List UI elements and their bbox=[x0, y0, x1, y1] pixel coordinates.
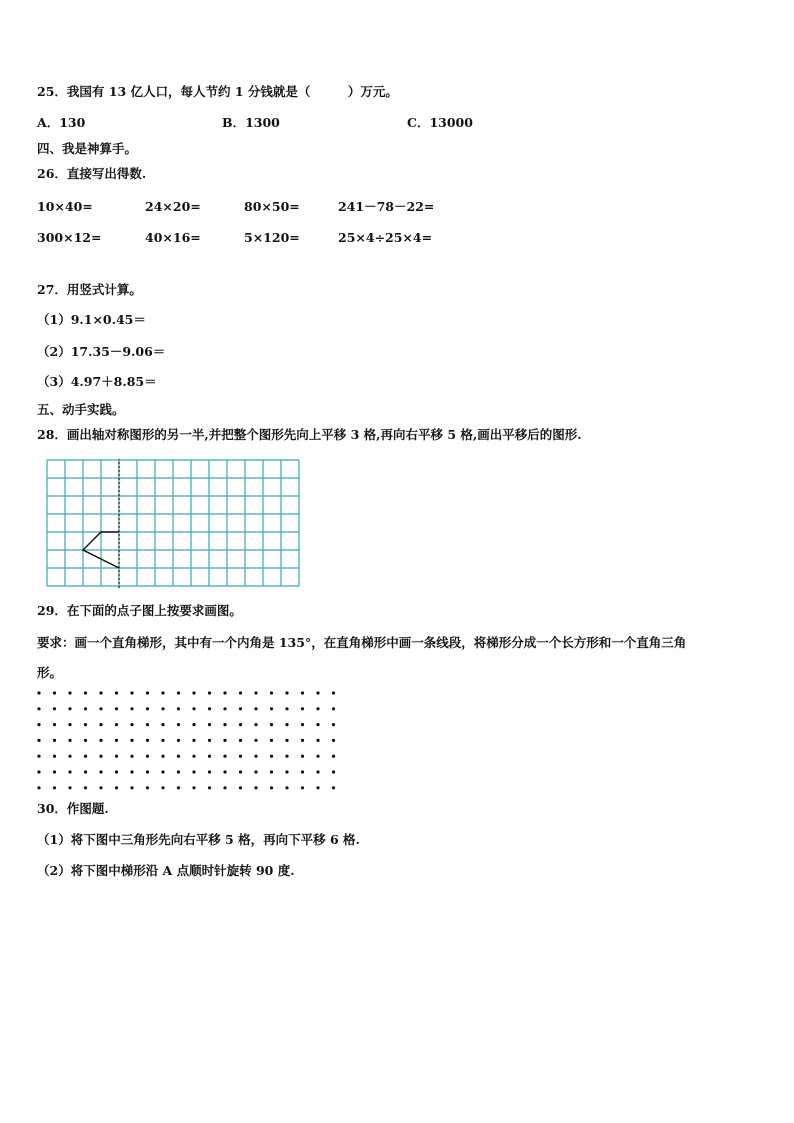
q27-stem: 27．用竖式计算。 bbox=[37, 282, 142, 297]
grid-dot bbox=[285, 770, 288, 773]
grid-dot bbox=[53, 723, 56, 726]
grid-dot bbox=[285, 691, 288, 694]
grid-dot bbox=[316, 755, 319, 758]
grid-dot bbox=[161, 691, 164, 694]
grid-dot bbox=[130, 739, 133, 742]
grid-dot bbox=[254, 770, 257, 773]
grid-dot bbox=[161, 707, 164, 710]
grid-dot bbox=[254, 723, 257, 726]
grid-dot bbox=[332, 786, 335, 789]
q27-item-1: （1）9.1×0.45＝ bbox=[37, 312, 146, 327]
grid-dot bbox=[208, 691, 211, 694]
q25-option-a: A．130 bbox=[37, 115, 86, 130]
grid-dot bbox=[146, 755, 149, 758]
grid-dot bbox=[130, 786, 133, 789]
grid-dot bbox=[161, 739, 164, 742]
grid-dot bbox=[99, 770, 102, 773]
grid-dot bbox=[192, 739, 195, 742]
grid-dot bbox=[270, 755, 273, 758]
q26-r1c4: 241－78－22= bbox=[338, 199, 435, 214]
q30-stem: 30．作图题. bbox=[37, 801, 109, 816]
grid-dot bbox=[146, 723, 149, 726]
grid-dot bbox=[37, 707, 40, 710]
grid-dot bbox=[53, 739, 56, 742]
grid-dot bbox=[192, 755, 195, 758]
grid-dot bbox=[192, 770, 195, 773]
grid-dot bbox=[301, 786, 304, 789]
grid-dot bbox=[192, 691, 195, 694]
grid-dot bbox=[177, 770, 180, 773]
grid-dot bbox=[99, 786, 102, 789]
grid-dot bbox=[208, 755, 211, 758]
grid-dot bbox=[68, 770, 71, 773]
grid-dot bbox=[161, 770, 164, 773]
grid-dot bbox=[332, 707, 335, 710]
grid-dot bbox=[130, 723, 133, 726]
section-5-title: 五、动手实践。 bbox=[37, 402, 125, 417]
grid-dot bbox=[301, 755, 304, 758]
grid-dot bbox=[332, 755, 335, 758]
grid-dot bbox=[68, 691, 71, 694]
grid-dot bbox=[223, 755, 226, 758]
grid-dot bbox=[208, 770, 211, 773]
grid-dot bbox=[130, 691, 133, 694]
grid-dot bbox=[115, 739, 118, 742]
grid-dot bbox=[254, 707, 257, 710]
grid-dot bbox=[285, 707, 288, 710]
grid-dot bbox=[239, 770, 242, 773]
grid-dot bbox=[270, 723, 273, 726]
grid-dot bbox=[99, 707, 102, 710]
grid-dot bbox=[84, 723, 87, 726]
grid-dot bbox=[270, 691, 273, 694]
q30-item-2: （2）将下图中梯形沿 A 点顺时针旋转 90 度. bbox=[37, 863, 295, 878]
grid-dot bbox=[270, 786, 273, 789]
grid-dot bbox=[84, 770, 87, 773]
grid-dot bbox=[301, 739, 304, 742]
grid-dot bbox=[223, 770, 226, 773]
grid-dot bbox=[316, 786, 319, 789]
grid-dot bbox=[254, 691, 257, 694]
q26-r2c2: 40×16= bbox=[145, 230, 201, 245]
grid-dot bbox=[177, 786, 180, 789]
grid-dot bbox=[254, 786, 257, 789]
grid-dot bbox=[332, 723, 335, 726]
q29-requirement-line-2: 形。 bbox=[37, 665, 63, 680]
grid-dot bbox=[84, 739, 87, 742]
grid-dot bbox=[332, 691, 335, 694]
grid-dot bbox=[301, 770, 304, 773]
q30-item-1: （1）将下图中三角形先向右平移 5 格，再向下平移 6 格. bbox=[37, 832, 360, 847]
grid-dot bbox=[84, 755, 87, 758]
grid-dot bbox=[161, 786, 164, 789]
q26-r2c4: 25×4÷25×4= bbox=[338, 230, 433, 245]
grid-dot bbox=[146, 739, 149, 742]
grid-dot bbox=[208, 786, 211, 789]
grid-dot bbox=[239, 739, 242, 742]
grid-dot bbox=[84, 707, 87, 710]
grid-dot bbox=[115, 691, 118, 694]
grid-dot bbox=[161, 755, 164, 758]
grid-dot bbox=[177, 707, 180, 710]
grid-dot bbox=[53, 786, 56, 789]
grid-dot bbox=[239, 755, 242, 758]
q26-stem: 26．直接写出得数. bbox=[37, 166, 147, 181]
grid-dot bbox=[115, 770, 118, 773]
q28-stem: 28．画出轴对称图形的另一半,并把整个图形先向上平移 3 格,再向右平移 5 格,画出平移后的图形. bbox=[37, 427, 582, 442]
grid-dot bbox=[68, 755, 71, 758]
grid-dot bbox=[208, 707, 211, 710]
grid-dot bbox=[254, 755, 257, 758]
grid-dot bbox=[68, 707, 71, 710]
q26-r1c3: 80×50= bbox=[244, 199, 300, 214]
q26-r1c2: 24×20= bbox=[145, 199, 201, 214]
grid-dot bbox=[301, 707, 304, 710]
q25-stem: 25．我国有 13 亿人口，每人节约 1 分钱就是（ ）万元。 bbox=[37, 84, 398, 99]
q29-dot-grid bbox=[36, 690, 356, 798]
grid-dot bbox=[115, 786, 118, 789]
grid-dot bbox=[68, 739, 71, 742]
grid-dot bbox=[84, 691, 87, 694]
q26-r1c1: 10×40= bbox=[37, 199, 93, 214]
grid-dot bbox=[223, 707, 226, 710]
grid-dot bbox=[37, 755, 40, 758]
grid-dot bbox=[37, 770, 40, 773]
grid-dot bbox=[161, 723, 164, 726]
grid-dot bbox=[84, 786, 87, 789]
grid-dot bbox=[68, 723, 71, 726]
grid-dot bbox=[332, 739, 335, 742]
q25-option-c: C．13000 bbox=[407, 115, 473, 130]
grid-dot bbox=[270, 770, 273, 773]
grid-dot bbox=[316, 739, 319, 742]
grid-dot bbox=[316, 707, 319, 710]
grid-dot bbox=[37, 723, 40, 726]
grid-dot bbox=[53, 691, 56, 694]
grid-dot bbox=[37, 691, 40, 694]
grid-dot bbox=[177, 755, 180, 758]
grid-dot bbox=[99, 691, 102, 694]
q29-dot-grid-drawing bbox=[36, 690, 356, 794]
grid-dot bbox=[316, 770, 319, 773]
grid-dot bbox=[316, 723, 319, 726]
grid-dot bbox=[99, 755, 102, 758]
q26-r2c3: 5×120= bbox=[244, 230, 300, 245]
grid-dot bbox=[146, 691, 149, 694]
q29-requirement-line-1: 要求：画一个直角梯形，其中有一个内角是 135°，在直角梯形中画一条线段，将梯形分成一个长方形和一个直角三角 bbox=[37, 635, 687, 650]
grid-dot bbox=[146, 707, 149, 710]
grid-dot bbox=[192, 723, 195, 726]
grid-dot bbox=[254, 739, 257, 742]
q25-option-b: B．1300 bbox=[222, 115, 280, 130]
grid-dot bbox=[208, 739, 211, 742]
section-4-title: 四、我是神算手。 bbox=[37, 141, 138, 156]
grid-dot bbox=[332, 770, 335, 773]
grid-dot bbox=[208, 723, 211, 726]
grid-dot bbox=[223, 691, 226, 694]
q27-item-3: （3）4.97＋8.85＝ bbox=[37, 374, 157, 389]
grid-dot bbox=[192, 707, 195, 710]
grid-dot bbox=[285, 786, 288, 789]
grid-dot bbox=[115, 707, 118, 710]
grid-dot bbox=[285, 739, 288, 742]
grid-dot bbox=[68, 786, 71, 789]
grid-dot bbox=[239, 786, 242, 789]
grid-dot bbox=[177, 739, 180, 742]
grid-dot bbox=[301, 691, 304, 694]
grid-dot bbox=[146, 770, 149, 773]
grid-dot bbox=[37, 739, 40, 742]
grid-dot bbox=[115, 723, 118, 726]
grid-dot bbox=[239, 707, 242, 710]
grid-dot bbox=[239, 691, 242, 694]
q28-square-grid bbox=[46, 459, 300, 593]
q27-item-2: （2）17.35－9.06＝ bbox=[37, 344, 166, 359]
grid-dot bbox=[146, 786, 149, 789]
grid-dot bbox=[53, 770, 56, 773]
grid-dot bbox=[53, 707, 56, 710]
grid-dot bbox=[270, 739, 273, 742]
grid-dot bbox=[99, 739, 102, 742]
grid-dot bbox=[301, 723, 304, 726]
grid-dot bbox=[223, 786, 226, 789]
q28-grid-drawing bbox=[46, 459, 300, 589]
grid-dot bbox=[316, 691, 319, 694]
grid-dot bbox=[177, 691, 180, 694]
q26-r2c1: 300×12= bbox=[37, 230, 102, 245]
grid-dot bbox=[53, 755, 56, 758]
grid-dot bbox=[115, 755, 118, 758]
grid-dot bbox=[177, 723, 180, 726]
grid-dot bbox=[37, 786, 40, 789]
grid-dot bbox=[223, 723, 226, 726]
grid-dot bbox=[223, 739, 226, 742]
grid-dot bbox=[285, 755, 288, 758]
grid-dot bbox=[285, 723, 288, 726]
grid-dot bbox=[239, 723, 242, 726]
q29-stem: 29．在下面的点子图上按要求画图。 bbox=[37, 603, 242, 618]
grid-dot bbox=[130, 770, 133, 773]
grid-dot bbox=[130, 755, 133, 758]
grid-dot bbox=[99, 723, 102, 726]
grid-dot bbox=[130, 707, 133, 710]
grid-dot bbox=[192, 786, 195, 789]
grid-dot bbox=[270, 707, 273, 710]
